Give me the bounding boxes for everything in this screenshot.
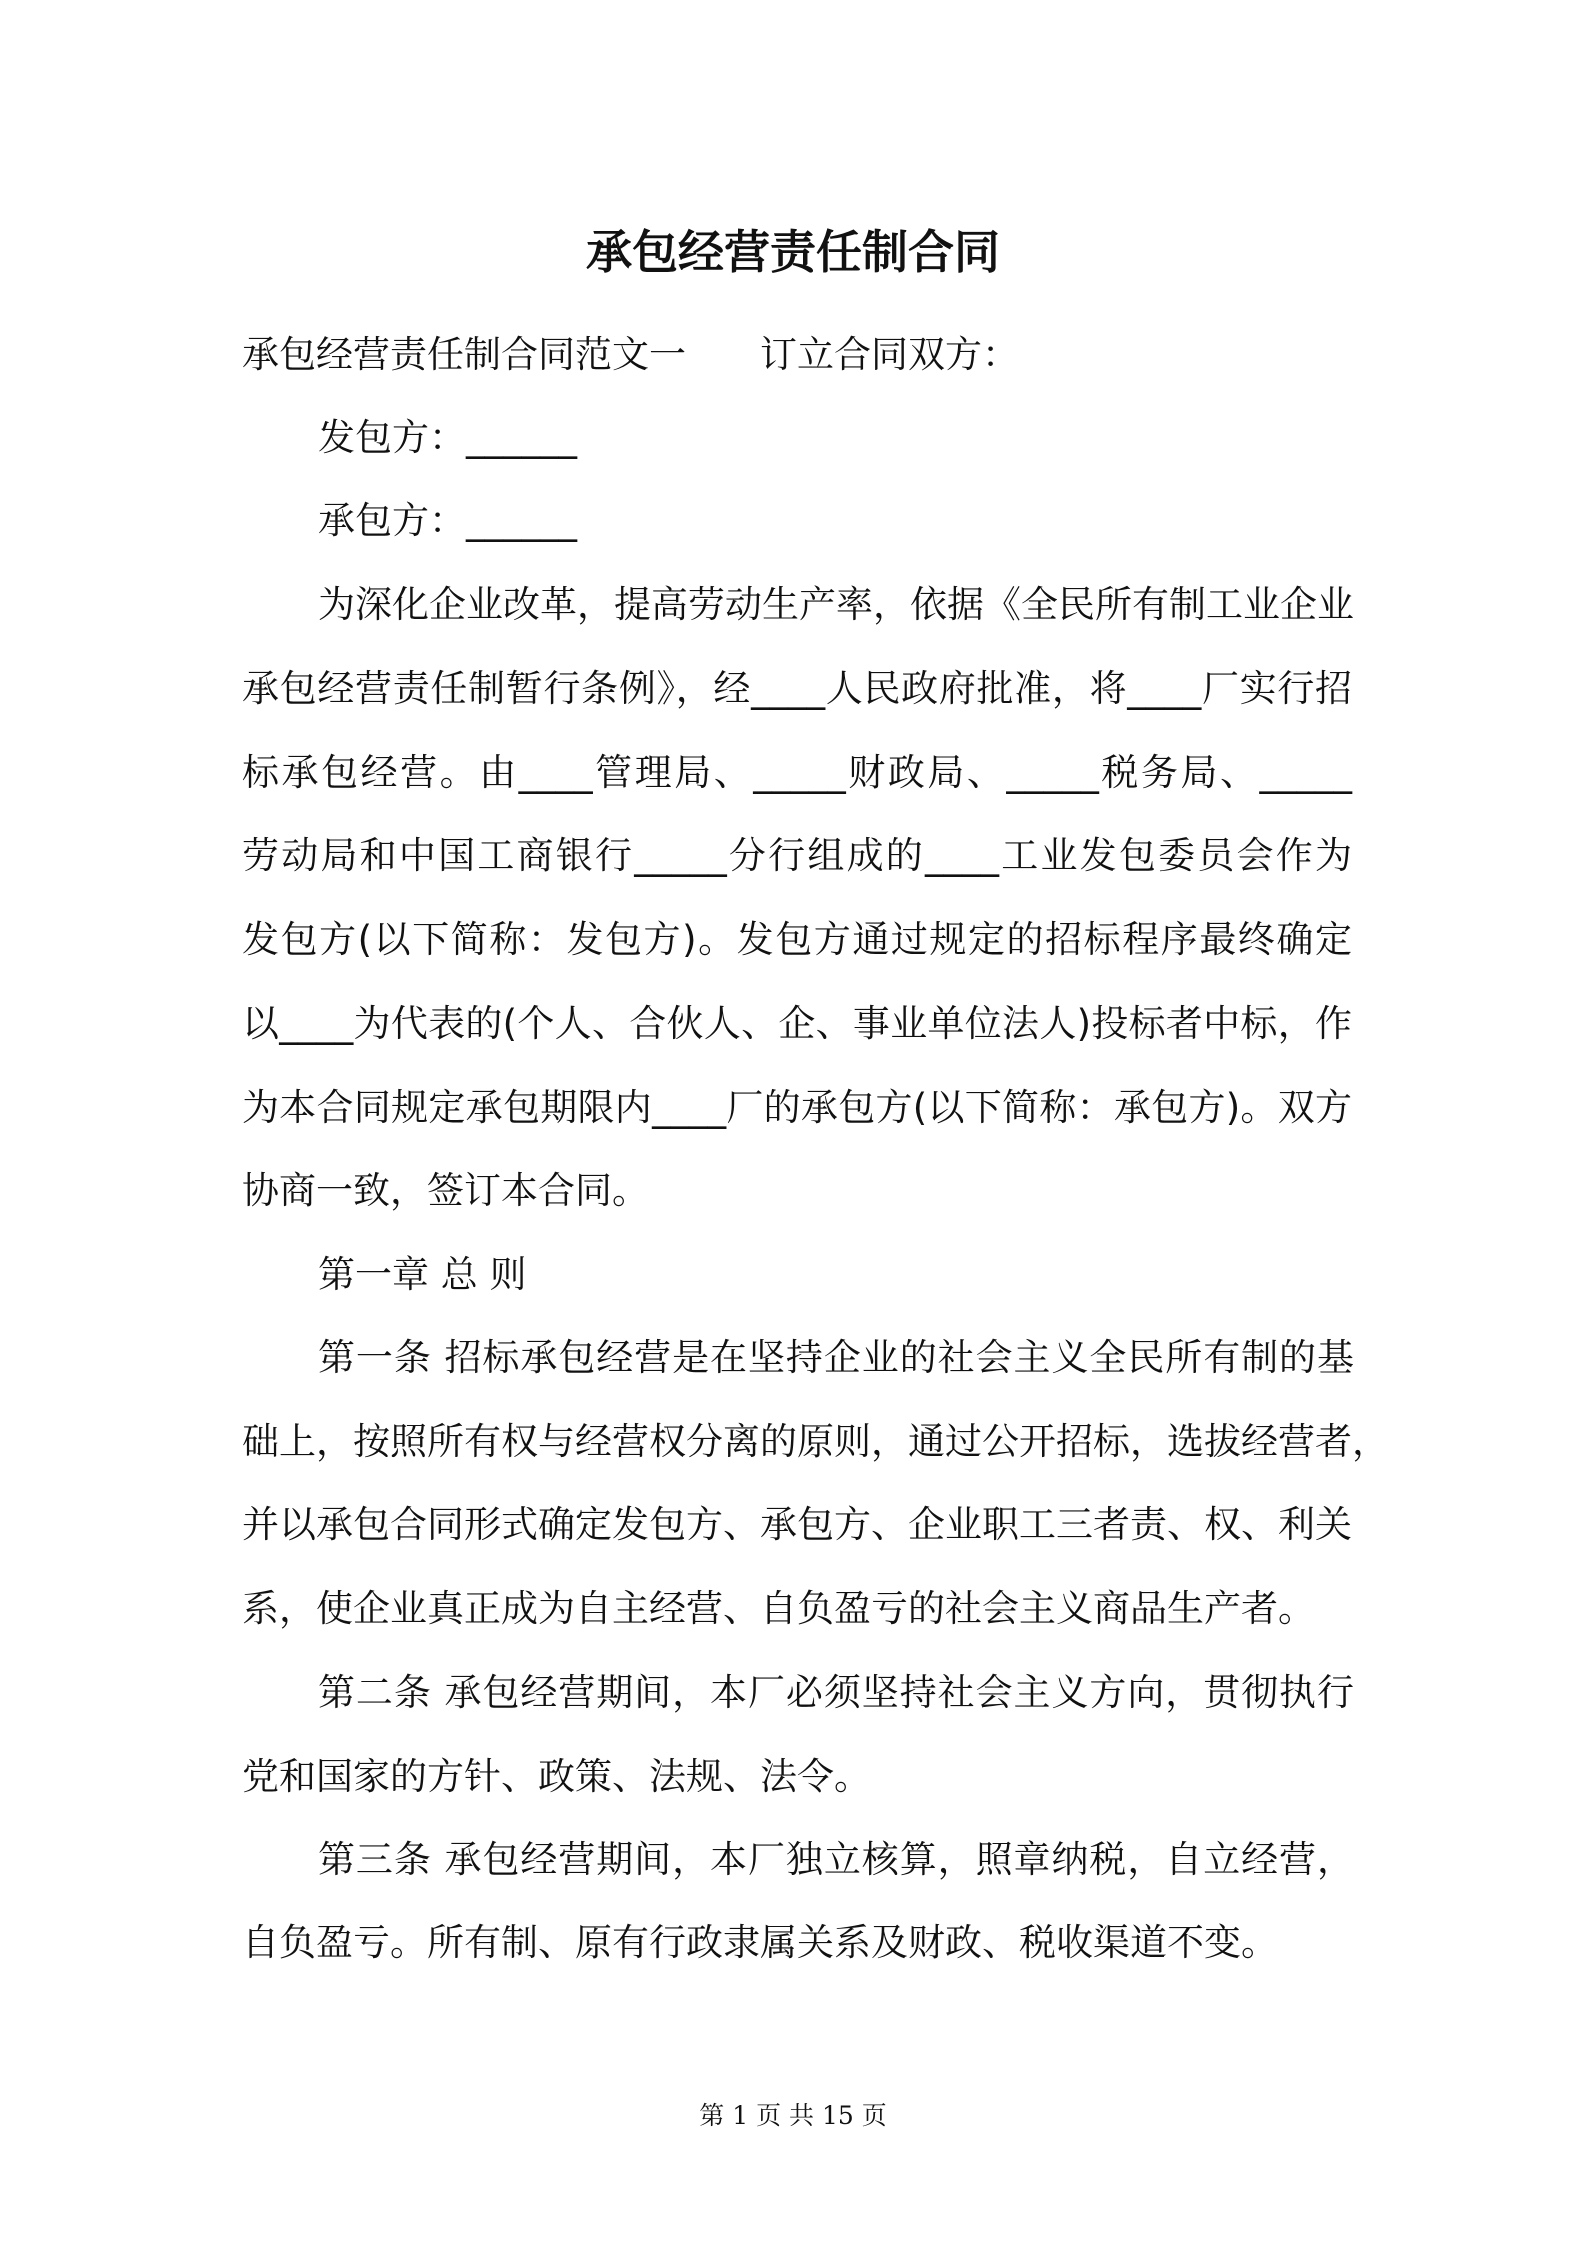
body-line: 承包经营责任制暂行条例》，经____人民政府批准，将____厂实行招 (242, 667, 1352, 710)
body-line: 标承包经营。由____管理局、_____财政局、_____税务局、_____ (242, 751, 1352, 794)
article-line: 党和国家的方针、政策、法规、法令。 (242, 1755, 871, 1798)
article-line: 并以承包合同形式确定发包方、承包方、企业职工三者责、权、利关 (242, 1503, 1352, 1546)
article-line: 第一条 招标承包经营是在坚持企业的社会主义全民所有制的基 (318, 1336, 1354, 1379)
body-line: 劳动局和中国工商银行_____分行组成的____工业发包委员会作为 (242, 834, 1352, 877)
body-line: 协商一致，签订本合同。 (242, 1169, 649, 1212)
article-line: 系，使企业真正成为自主经营、自负盈亏的社会主义商品生产者。 (242, 1587, 1315, 1630)
article-line: 第三条 承包经营期间，本厂独立核算，照章纳税，自立经营， (318, 1838, 1354, 1881)
body-line: 发包方(以下简称：发包方)。发包方通过规定的招标程序最终确定 (242, 918, 1352, 961)
body-line: 以____为代表的(个人、合伙人、企、事业单位法人)投标者中标，作 (242, 1002, 1352, 1045)
article-line: 自负盈亏。所有制、原有行政隶属关系及财政、税收渠道不变。 (242, 1921, 1278, 1964)
party-a-line: 发包方：______ (318, 416, 577, 459)
body-line: 为深化企业改革，提高劳动生产率，依据《全民所有制工业企业 (318, 583, 1354, 626)
article-line: 第二条 承包经营期间，本厂必须坚持社会主义方向，贯彻执行 (318, 1671, 1354, 1714)
body-line: 为本合同规定承包期限内____厂的承包方(以下简称：承包方)。双方 (242, 1086, 1352, 1129)
party-b-line: 承包方：______ (318, 499, 577, 542)
page-number: 第 1 页 共 15 页 (699, 2101, 887, 2130)
intro-line: 承包经营责任制合同范文一 订立合同双方： (242, 333, 1019, 376)
article-line: 础上，按照所有权与经营权分离的原则，通过公开招标，选拔经营者， (242, 1420, 1389, 1463)
document-title: 承包经营责任制合同 (586, 225, 1000, 279)
chapter-heading: 第一章 总 则 (318, 1253, 527, 1296)
